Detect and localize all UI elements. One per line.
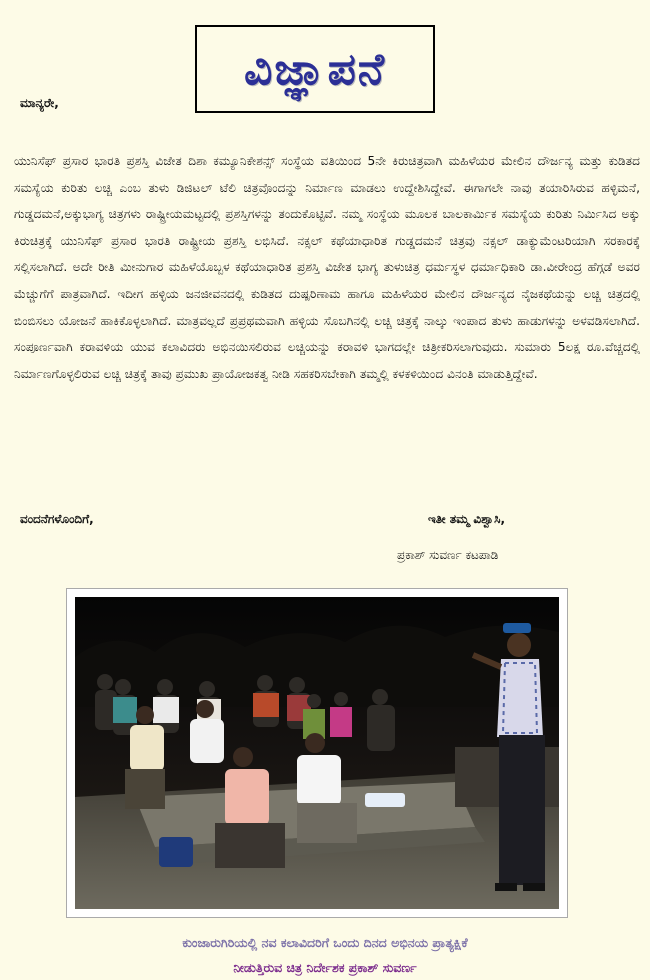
body-paragraph: ಯುನಿಸೆಫ್ ಪ್ರಸಾರ ಭಾರತಿ ಪ್ರಶಸ್ತಿ ವಿಜೇತ ದಿಶಾ ಕಮ್ಯೂನಿಕೇಶನ್ಸ್ ಸಂಸ್ಥೆಯ ವತಿಯಿಂದ 5ನೇ ಕಿರುಚಿತ್ರವಾಗಿ ಮಹಿಳೆಯರ ಮೇಲಿನ ದೌರ್ಜನ್ಯ ಮತ್ತು ಕುಡಿತದ ಸಮಸ್ಯೆಯ ಕುರಿತು ಲಚ್ಚಿ ಎಂಬ ತುಳು ಡಿಜಿಟಲ್ ಟೆಲಿ ಚಿತ್ರವೊಂದನ್ನು ನಿರ್ಮಾಣ ಮಾಡಲು ಉದ್ದೇಶಿಸಿದ್ದೇವೆ. ಈಗಾಗಲೇ ನಾವು ತಯಾರಿಸಿರುವ ಹಳ್ಳಿಮನೆ, ಗುಡ್ಡದಮನೆ,ಅಕ್ಕುಭಾಗ್ಯ ಚಿತ್ರಗಳು ರಾಷ್ಟ್ರೀಯಮಟ್ಟದಲ್ಲಿ ಪ್ರಶಸ್ತಿಗಳನ್ನು ತಂದುಕೊಟ್ಟಿವೆ. ನಮ್ಮ ಸಂಸ್ಥೆಯ ಮೂಲಕ ಬಾಲಕಾರ್ಮಿಕ ಸಮಸ್ಯೆಯ ಕುರಿತು ನಿರ್ಮಿಸಿದ ಅಕ್ಕು ಕಿರುಚಿತ್ರಕ್ಕೆ ಯುನಿಸೆಫ್ ಪ್ರಸಾರ ಭಾರತಿ ರಾಷ್ಟ್ರೀಯ ಪ್ರಶಸ್ತಿ ಲಭಿಸಿದೆ. ನಕ್ಸಲ್ ಕಥೆಯಾಧಾರಿತ ಗುಡ್ಡದಮನೆ ಚಿತ್ರವು ನಕ್ಸಲ್ ಡಾಕ್ಯುಮೆಂಟರಿಯಾಗಿ ಸರಕಾರಕ್ಕೆ ಸಲ್ಲಿಸಲಾಗಿದೆ. ಅದೇ ರೀತಿ ಮೀನುಗಾರ ಮಹಿಳೆಯೊಬ್ಬಳ ಕಥೆಯಾಧಾರಿತ ಪ್ರಶಸ್ತಿ ವಿಜೇತ ಭಾಗ್ಯ ತುಳುಚಿತ್ರ ಧರ್ಮಸ್ಥಳ ಧರ್ಮಾಧಿಕಾರಿ ಡಾ.ವೀರೇಂದ್ರ ಹೆಗ್ಗಡೆ ಅವರ ಮೆಚ್ಚುಗೆಗೆ ಪಾತ್ರವಾಗಿದೆ. ಇದೀಗ ಹಳ್ಳಿಯ ಜನಜೀವನದಲ್ಲಿ ಕುಡಿತದ ದುಷ್ಪರಿಣಾಮ ಹಾಗೂ ಮಹಿಳೆಯರ ಮೇಲಿನ ದೌರ್ಜನ್ಯದ ನೈಜಕಥೆಯನ್ನು ಲಚ್ಚಿ ಚಿತ್ರದಲ್ಲಿ ಬಿಂಬಿಸಲು ಯೋಜನೆ ಹಾಕಿಕೊಳ್ಳಲಾಗಿದೆ. ಮಾತ್ರವಲ್ಲದೆ ಪ್ರಪ್ರಥಮವಾಗಿ ಹಳ್ಳಿಯ ಸೊಬಗಿನಲ್ಲಿ ಲಚ್ಚಿ ಚಿತ್ರಕ್ಕೆ ನಾಲ್ಕು ಇಂಪಾದ ತುಳು ಹಾಡುಗಳನ್ನು ಅಳವಡಿಸಲಾಗಿದೆ. ಸಂಪೂರ್ಣವಾಗಿ ಕರಾವಳಿಯ ಯುವ ಕಲಾವಿದರು ಅಭಿನಯಿಸಲಿರುವ ಲಚ್ಚಿಯನ್ನು ಕರಾವಳಿ ಭಾಗದಲ್ಲೇ ಚಿತ್ರೀಕರಿಸಲಾಗುವುದು. ಸುಮಾರು 5ಲಕ್ಷ ರೂ.ವೆಚ್ಚದಲ್ಲಿ ನಿರ್ಮಾಣಗೊಳ್ಳಲಿರುವ ಲಚ್ಚಿ ಚಿತ್ರಕ್ಕೆ ತಾವು ಪ್ರಮುಖ ಪ್ರಾಯೋಜಕತ್ವ ನೀಡಿ ಸಹಕರಿಸಬೇಕಾಗಿ ತಮ್ಮಲ್ಲಿ ಕಳಕಳಿಯಿಂದ ವಿನಂತಿ ಮಾಡುತ್ತಿದ್ದೇವೆ. [14,154,640,381]
page-title: ವಿಜ್ಞಾಪನೆ [243,43,387,95]
caption-line-1: ಕುಂಜಾರುಗಿರಿಯಲ್ಲಿ ನವ ಕಲಾವಿದರಿಗೆ ಒಂದು ದಿನದ ಅಭಿನಯ ಪ್ರಾತ್ಯಕ್ಷಿಕೆ [182,935,468,950]
title-box [195,25,435,113]
closing-regards: ಇತೀ ತಮ್ಮ ವಿಶ್ವಾಸಿ, [428,512,506,526]
photo-frame [66,588,568,918]
workshop-photo [75,597,559,909]
photo-caption [0,930,650,980]
signature-name: ಪ್ರಕಾಶ್ ಸುವರ್ಣ ಕಟಪಾಡಿ [397,548,499,562]
greeting: ಮಾನ್ಯರೇ, [20,96,59,110]
closing-salutation: ವಂದನೆಗಳೊಂದಿಗೆ, [20,512,94,526]
caption-line-2: ನೀಡುತ್ತಿರುವ ಚಿತ್ರ ನಿರ್ದೇಶಕ ಪ್ರಕಾಶ್ ಸುವರ್ಣ [233,960,417,975]
